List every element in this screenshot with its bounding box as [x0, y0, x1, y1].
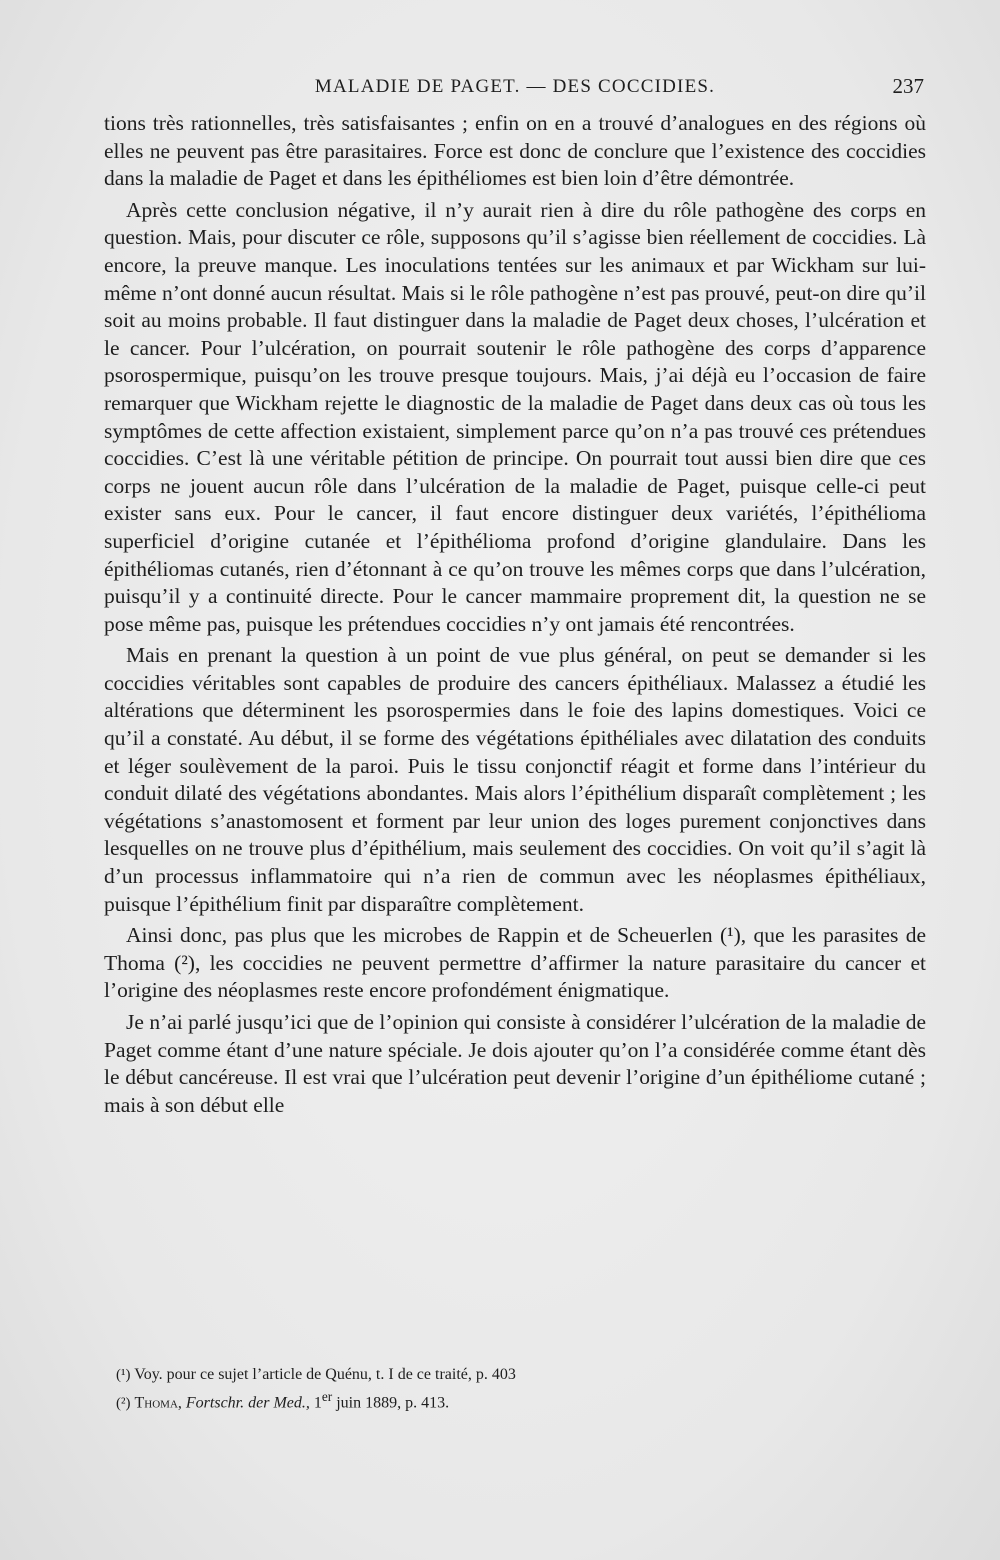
page-number: 237	[892, 74, 924, 98]
footnote-2-author: Thoma,	[134, 1394, 182, 1412]
page-header	[104, 74, 926, 102]
footnote-1	[116, 1364, 916, 1386]
paragraph-1: tions très rationnelles, très satisfaisantes ; enfin on en a trouvé d’analogues en des régions où elles ne peuvent pas être parasitaires. Force est donc de conclure que l’existence des coccidies dans la maladie de Paget et dans les épithéliomes est bien loin d’être démontrée.	[104, 111, 926, 191]
footnote-2-date-rest: juin 1889, p. 413.	[336, 1394, 450, 1412]
body-text	[104, 110, 926, 1119]
paragraph-3: Mais en prenant la question à un point de vue plus général, on peut se demander si les coccidies véritables sont capables de produire des cancers épithéliaux. Malassez a étudié les altérations que déterminent les psorospermies dans le foie des lapins domestiques. Voici ce qu’il a constaté. Au début, il se forme des végétations épithéliales avec dilatation des conduits et léger soulèvement de la paroi. Puis le tissu conjonctif réagit et forme dans l’intérieur du conduit dilaté des végétations abondantes. Mais alors l’épithélium disparaît complètement ; les végétations s’anastomosent et forment par leur union des loges purement conjonctives dans lesquelles on ne trouve plus d’épithélium, mais seulement des coccidies. On voit qu’il s’agit là d’un processus inflammatoire qui n’a rien de commun avec les néoplasmes épithéliaux, puisque l’épithélium finit par disparaître complètement.	[104, 643, 926, 916]
footnote-1-marker: (¹)	[116, 1367, 131, 1383]
paragraph-5: Je n’ai parlé jusqu’ici que de l’opinion qui consiste à considérer l’ulcération de la maladie de Paget comme étant d’une nature spéciale. Je dois ajouter qu’on l’a considérée comme étant dès le début cancéreuse. Il est vrai que l’ulcération peut devenir l’origine d’un épithéliome cutané ; mais à son début elle	[104, 1010, 926, 1117]
footnote-2-date-sup: er	[321, 1389, 333, 1404]
footnote-2-journal: Fortschr. der Med.,	[185, 1394, 310, 1412]
footnote-2-marker: (²)	[116, 1395, 131, 1412]
footnote-2	[116, 1386, 916, 1414]
paragraph-4: Ainsi donc, pas plus que les microbes de Rappin et de Scheuerlen (¹), que les parasites de Thoma (²), les coccidies ne peuvent permettre d’affirmer la nature parasitaire du cancer et l’origine des néoplasmes reste encore profondément énigmatique.	[104, 923, 926, 1003]
footnote-1-text: Voy. pour ce sujet l’article de Quénu, t. I de ce traité, p. 403	[134, 1366, 516, 1383]
footnote-2-date-day: 1	[313, 1394, 322, 1412]
paragraph-2: Après cette conclusion négative, il n’y aurait rien à dire du rôle pathogène des corps en question. Mais, pour discuter ce rôle, supposons qu’il s’agisse bien réellement de coccidies. Là encore, la preuve manque. Les inoculations tentées sur les animaux et par Wickham sur lui-même n’ont donné aucun résultat. Mais si le rôle pathogène n’est pas prouvé, peut-on dire qu’il soit au moins probable. Il faut distinguer dans la maladie de Paget deux choses, l’ulcération et le cancer. Pour l’ulcération, on pourrait soutenir le rôle pathogène des corps d’apparence psorospermique, puisqu’on les trouve presque toujours. Mais, j’ai déjà eu l’occasion de faire remarquer que Wickham rejette le diagnostic de la maladie de Paget dans deux cas où tous les symptômes de cette affection existaient, simplement parce qu’on n’a pas trouvé ces prétendues coccidies. C’est là une véritable pétition de principe. On pourrait tout aussi bien dire que ces corps ne jouent aucun rôle dans l’ulcération de la maladie de Paget, puisque celle-ci peut exister sans eux. Pour le cancer, il faut encore distinguer deux variétés, l’épithélioma superficiel d’origine cutanée et l’épithélioma profond d’origine glandulaire. Dans les épithéliomas cutanés, rien d’étonnant à ce qu’on trouve les mêmes corps que dans l’ulcération, puisqu’il y a continuité directe. Pour le cancer mammaire proprement dit, la question ne se pose même pas, puisque les prétendues coccidies n’y ont jamais été rencontrées.	[104, 197, 926, 636]
footnotes	[116, 1364, 916, 1414]
running-title: MALADIE DE PAGET. — DES COCCIDIES.	[314, 76, 716, 97]
